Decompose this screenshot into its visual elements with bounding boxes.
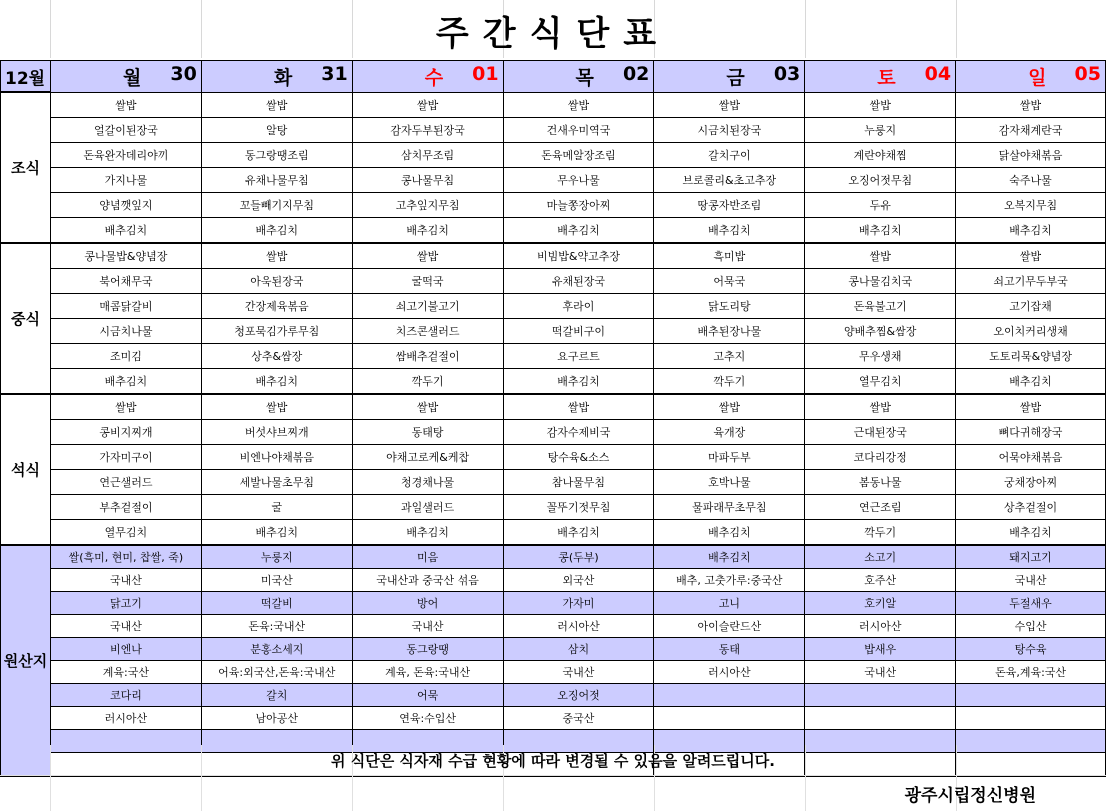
day-date: 30: [170, 62, 197, 85]
menu-item: 유채나물무침: [201, 167, 352, 192]
menu-item: 무우생채: [805, 343, 956, 368]
origin-cell: 어육:외국산,돈육:국내산: [201, 660, 352, 683]
origin-cell: 떡갈비: [201, 591, 352, 614]
menu-item: 비빔밥&약고추장: [503, 243, 654, 269]
origin-cell: 중국산: [503, 706, 654, 729]
menu-item: 쌀밥: [50, 92, 201, 117]
menu-item: 궁채장아찌: [956, 469, 1106, 494]
meal-row: [1, 444, 1106, 469]
origin-cell: 러시아산: [654, 660, 805, 683]
menu-item: 물파래무초무침: [654, 494, 805, 519]
menu-item: 쌀밥: [352, 243, 503, 269]
origin-cell: 배추김치: [654, 545, 805, 569]
menu-item: 쇠고기무두부국: [956, 268, 1106, 293]
menu-item: 고기잡채: [956, 293, 1106, 318]
menu-item: 오징어젓무침: [805, 167, 956, 192]
day-date: 01: [472, 62, 499, 85]
origin-cell: 고니: [654, 591, 805, 614]
origin-cell: 국내산: [50, 568, 201, 591]
origin-cell: 어묵: [352, 683, 503, 706]
meal-row: [1, 293, 1106, 318]
meal-row: [1, 243, 1106, 269]
menu-item: 청포묵김가루무침: [201, 318, 352, 343]
menu-item: 배추김치: [956, 217, 1106, 243]
menu-item: 쌀밥: [654, 92, 805, 117]
menu-item: 감자수제비국: [503, 419, 654, 444]
menu-item: 꼬들빼기지무침: [201, 192, 352, 217]
menu-item: 양념깻잎지: [50, 192, 201, 217]
day-header-content: [202, 63, 352, 90]
origin-row: [1, 545, 1106, 569]
origin-cell: 쌀(흑미, 현미, 찹쌀, 죽): [50, 545, 201, 569]
menu-item: 열무김치: [50, 519, 201, 545]
menu-item: 땅콩자반조림: [654, 192, 805, 217]
origin-cell: 미국산: [201, 568, 352, 591]
origin-cell: 탕수육: [956, 637, 1106, 660]
menu-item: 요구르트: [503, 343, 654, 368]
origin-cell: 가자미: [503, 591, 654, 614]
origin-cell: 삼치: [503, 637, 654, 660]
menu-item: 떡갈비구이: [503, 318, 654, 343]
menu-item: 돈육완자데리야끼: [50, 142, 201, 167]
day-header: [352, 61, 503, 93]
origin-row: [1, 568, 1106, 591]
origin-cell: [956, 683, 1106, 706]
day-header: [50, 61, 201, 93]
menu-item: 후라이: [503, 293, 654, 318]
origin-cell: 국내산: [503, 660, 654, 683]
menu-item: 브로콜리&초고추장: [654, 167, 805, 192]
origin-cell: 누룽지: [201, 545, 352, 569]
menu-item: 야채고로케&케찹: [352, 444, 503, 469]
meal-label: 석식: [1, 394, 51, 545]
menu-item: 고추잎지무침: [352, 192, 503, 217]
origin-cell: 외국산: [503, 568, 654, 591]
meal-row: [1, 268, 1106, 293]
origin-row: [1, 706, 1106, 729]
menu-item: 얼갈이된장국: [50, 117, 201, 142]
menu-item: 쌀밥: [201, 394, 352, 420]
origin-cell: 분홍소세지: [201, 637, 352, 660]
origin-row: [1, 637, 1106, 660]
origin-cell: 수입산: [956, 614, 1106, 637]
menu-item: 버섯샤브찌개: [201, 419, 352, 444]
day-date: 03: [773, 62, 801, 85]
menu-item: 오이치커리생채: [956, 318, 1106, 343]
origin-cell: 국내산: [50, 614, 201, 637]
menu-item: 쌀밥: [956, 243, 1106, 269]
meal-row: [1, 192, 1106, 217]
menu-item: 배추김치: [201, 519, 352, 545]
menu-item: 쌀밥: [503, 92, 654, 117]
meal-row: [1, 519, 1106, 545]
origin-cell: 연육:수입산: [352, 706, 503, 729]
menu-item: 굴: [201, 494, 352, 519]
origin-cell: 동태: [654, 637, 805, 660]
menu-item: 무우나물: [503, 167, 654, 192]
day-header: [201, 61, 352, 93]
menu-item: 흑미밥: [654, 243, 805, 269]
menu-item: 비엔나야채볶음: [201, 444, 352, 469]
menu-item: 감자두부된장국: [352, 117, 503, 142]
origin-cell: 러시아산: [805, 614, 956, 637]
menu-item: 가자미구이: [50, 444, 201, 469]
meal-row: [1, 368, 1106, 394]
origin-cell: 두절새우: [956, 591, 1106, 614]
menu-item: 쌀밥: [956, 92, 1106, 117]
origin-cell: 아이슬란드산: [654, 614, 805, 637]
menu-item: 코다리강정: [805, 444, 956, 469]
day-date: 02: [622, 62, 650, 85]
menu-item: 깍두기: [352, 368, 503, 394]
origin-row: [1, 614, 1106, 637]
menu-item: 콩나물밥&양념장: [50, 243, 201, 269]
origin-cell: 계육, 돈육:국내산: [352, 660, 503, 683]
menu-item: 어묵국: [654, 268, 805, 293]
origin-cell: 돼지고기: [956, 545, 1106, 569]
origin-cell: 러시아산: [503, 614, 654, 637]
meal-row: [1, 142, 1106, 167]
origin-row: [1, 591, 1106, 614]
origin-cell: 닭고기: [50, 591, 201, 614]
origin-cell: 돈육,계육:국산: [956, 660, 1106, 683]
origin-row: [1, 660, 1106, 683]
meal-row: [1, 117, 1106, 142]
organization-name: 광주시립정신병원: [904, 786, 1036, 806]
menu-item: 배추김치: [654, 519, 805, 545]
menu-item: 배추김치: [50, 368, 201, 394]
day-name: 화: [273, 66, 293, 89]
menu-item: 배추김치: [503, 368, 654, 394]
menu-item: 가지나물: [50, 167, 201, 192]
day-header-content: [504, 63, 654, 90]
menu-item: 쌀밥: [654, 394, 805, 420]
day-header-content: [805, 63, 955, 90]
origin-cell: 호키알: [805, 591, 956, 614]
origin-cell: 동그랑땡: [352, 637, 503, 660]
day-name: 월: [122, 66, 142, 89]
menu-item: 알탕: [201, 117, 352, 142]
menu-item: 닭살야채볶음: [956, 142, 1106, 167]
menu-item: 상추&쌈장: [201, 343, 352, 368]
menu-item: 배추김치: [956, 368, 1106, 394]
menu-item: 삼치무조림: [352, 142, 503, 167]
menu-item: 배추김치: [805, 217, 956, 243]
menu-item: 배추김치: [956, 519, 1106, 545]
meal-label: 중식: [1, 243, 51, 394]
day-header-content: [654, 63, 804, 90]
menu-item: 동그랑땡조림: [201, 142, 352, 167]
day-name: 수: [424, 66, 444, 89]
origin-cell: 국내산: [956, 568, 1106, 591]
menu-item: 건새우미역국: [503, 117, 654, 142]
day-name: 일: [1028, 66, 1047, 89]
menu-item: 육개장: [654, 419, 805, 444]
origin-cell: 콩(두부): [503, 545, 654, 569]
origin-cell: 비엔나: [50, 637, 201, 660]
meal-row: [1, 394, 1106, 420]
menu-item: 쌀밥: [201, 243, 352, 269]
menu-item: 봄동나물: [805, 469, 956, 494]
menu-item: 상추겉절이: [956, 494, 1106, 519]
menu-item: 뼈다귀해장국: [956, 419, 1106, 444]
origin-cell: 국내산: [352, 614, 503, 637]
menu-item: 계란야채찜: [805, 142, 956, 167]
day-name: 토: [877, 66, 896, 89]
menu-item: 청경채나물: [352, 469, 503, 494]
menu-item: 어묵야채볶음: [956, 444, 1106, 469]
menu-item: 배추김치: [201, 217, 352, 243]
menu-item: 마늘쫑장아찌: [503, 192, 654, 217]
menu-item: 쌀밥: [352, 394, 503, 420]
menu-item: 배추김치: [352, 217, 503, 243]
menu-item: 고추지: [654, 343, 805, 368]
origin-cell: 국내산과 중국산 섞음: [352, 568, 503, 591]
menu-item: 닭도리탕: [654, 293, 805, 318]
origin-cell: 오징어젓: [503, 683, 654, 706]
menu-item: 유채된장국: [503, 268, 654, 293]
menu-item: 호박나물: [654, 469, 805, 494]
origin-cell: [654, 706, 805, 729]
meal-row: [1, 419, 1106, 444]
menu-item: 깍두기: [805, 519, 956, 545]
menu-item: 배추된장나물: [654, 318, 805, 343]
menu-item: 꼴뚜기젓무침: [503, 494, 654, 519]
menu-item: 누룽지: [805, 117, 956, 142]
origin-cell: 러시아산: [50, 706, 201, 729]
menu-item: 동태탕: [352, 419, 503, 444]
menu-item: 아욱된장국: [201, 268, 352, 293]
meal-row: [1, 92, 1106, 117]
menu-item: 간장제육볶음: [201, 293, 352, 318]
menu-item: 양배추찜&쌈장: [805, 318, 956, 343]
origin-cell: 돈육:국내산: [201, 614, 352, 637]
meal-row: [1, 167, 1106, 192]
day-header-row: [1, 61, 1106, 93]
menu-item: 콩나물무침: [352, 167, 503, 192]
day-date: 05: [1074, 62, 1101, 85]
menu-item: 배추김치: [503, 217, 654, 243]
menu-item: 감자채계란국: [956, 117, 1106, 142]
menu-item: 배추김치: [654, 217, 805, 243]
day-header: [503, 61, 654, 93]
day-name: 금: [726, 66, 745, 89]
notice-text: 위 식단은 식자재 수급 현황에 따라 변경될 수 있음을 알려드립니다.: [331, 751, 775, 770]
menu-item: 갈치구이: [654, 142, 805, 167]
origin-cell: 미음: [352, 545, 503, 569]
menu-item: 오복지무침: [956, 192, 1106, 217]
menu-item: 연근샐러드: [50, 469, 201, 494]
origin-cell: 남아공산: [201, 706, 352, 729]
origin-cell: [805, 683, 956, 706]
menu-item: 열무김치: [805, 368, 956, 394]
weekly-menu-table: [0, 60, 1106, 777]
origin-cell: [805, 706, 956, 729]
menu-item: 쌀밥: [50, 394, 201, 420]
origin-cell: 소고기: [805, 545, 956, 569]
menu-item: 쌈배추겉절이: [352, 343, 503, 368]
menu-item: 세발나물초무침: [201, 469, 352, 494]
menu-item: 쌀밥: [352, 92, 503, 117]
menu-item: 깍두기: [654, 368, 805, 394]
day-header-content: [956, 63, 1105, 90]
menu-item: 콩비지찌개: [50, 419, 201, 444]
menu-item: 조미김: [50, 343, 201, 368]
menu-item: 치즈콘샐러드: [352, 318, 503, 343]
origin-cell: [654, 683, 805, 706]
origin-label: 원산지: [1, 545, 51, 776]
menu-item: 참나물무침: [503, 469, 654, 494]
origin-cell: [956, 706, 1106, 729]
menu-item: 탕수육&소스: [503, 444, 654, 469]
meal-row: [1, 217, 1106, 243]
origin-cell: 갈치: [201, 683, 352, 706]
page-title: 주간식단표: [435, 13, 671, 54]
day-header: [654, 61, 805, 93]
menu-item: 과일샐러드: [352, 494, 503, 519]
meal-row: [1, 469, 1106, 494]
day-name: 목: [575, 66, 594, 89]
menu-item: 배추김치: [503, 519, 654, 545]
day-header: [805, 61, 956, 93]
menu-item: 쌀밥: [503, 394, 654, 420]
menu-item: 쌀밥: [805, 394, 956, 420]
menu-item: 매콤닭갈비: [50, 293, 201, 318]
meal-row: [1, 343, 1106, 368]
meal-row: [1, 318, 1106, 343]
month-label: 12월: [1, 61, 51, 93]
origin-cell: 배추, 고춧가루:중국산: [654, 568, 805, 591]
menu-item: 시금치된장국: [654, 117, 805, 142]
menu-item: 쌀밥: [956, 394, 1106, 420]
menu-item: 쇠고기불고기: [352, 293, 503, 318]
origin-cell: 호주산: [805, 568, 956, 591]
origin-cell: 국내산: [805, 660, 956, 683]
origin-cell: 방어: [352, 591, 503, 614]
menu-item: 돈육메알장조림: [503, 142, 654, 167]
day-header: [956, 61, 1106, 93]
menu-item: 돈육불고기: [805, 293, 956, 318]
menu-item: 배추김치: [50, 217, 201, 243]
menu-item: 쌀밥: [805, 92, 956, 117]
origin-cell: 계육:국산: [50, 660, 201, 683]
day-header-content: [51, 63, 201, 90]
day-date: 04: [924, 62, 952, 85]
menu-item: 부추겉절이: [50, 494, 201, 519]
day-header-content: [353, 63, 503, 90]
origin-row: [1, 683, 1106, 706]
menu-item: 마파두부: [654, 444, 805, 469]
meal-label: 조식: [1, 92, 51, 243]
meal-row: [1, 494, 1106, 519]
menu-item: 배추김치: [352, 519, 503, 545]
origin-cell: 코다리: [50, 683, 201, 706]
menu-item: 시금치나물: [50, 318, 201, 343]
menu-item: 도토리묵&양념장: [956, 343, 1106, 368]
menu-item: 숙주나물: [956, 167, 1106, 192]
menu-item: 콩나물김치국: [805, 268, 956, 293]
menu-item: 배추김치: [201, 368, 352, 394]
menu-item: 굴떡국: [352, 268, 503, 293]
menu-item: 북어채무국: [50, 268, 201, 293]
menu-item: 근대된장국: [805, 419, 956, 444]
menu-item: 연근조림: [805, 494, 956, 519]
menu-item: 쌀밥: [201, 92, 352, 117]
menu-item: 쌀밥: [805, 243, 956, 269]
day-date: 31: [321, 62, 348, 85]
menu-item: 두유: [805, 192, 956, 217]
origin-cell: 밥새우: [805, 637, 956, 660]
